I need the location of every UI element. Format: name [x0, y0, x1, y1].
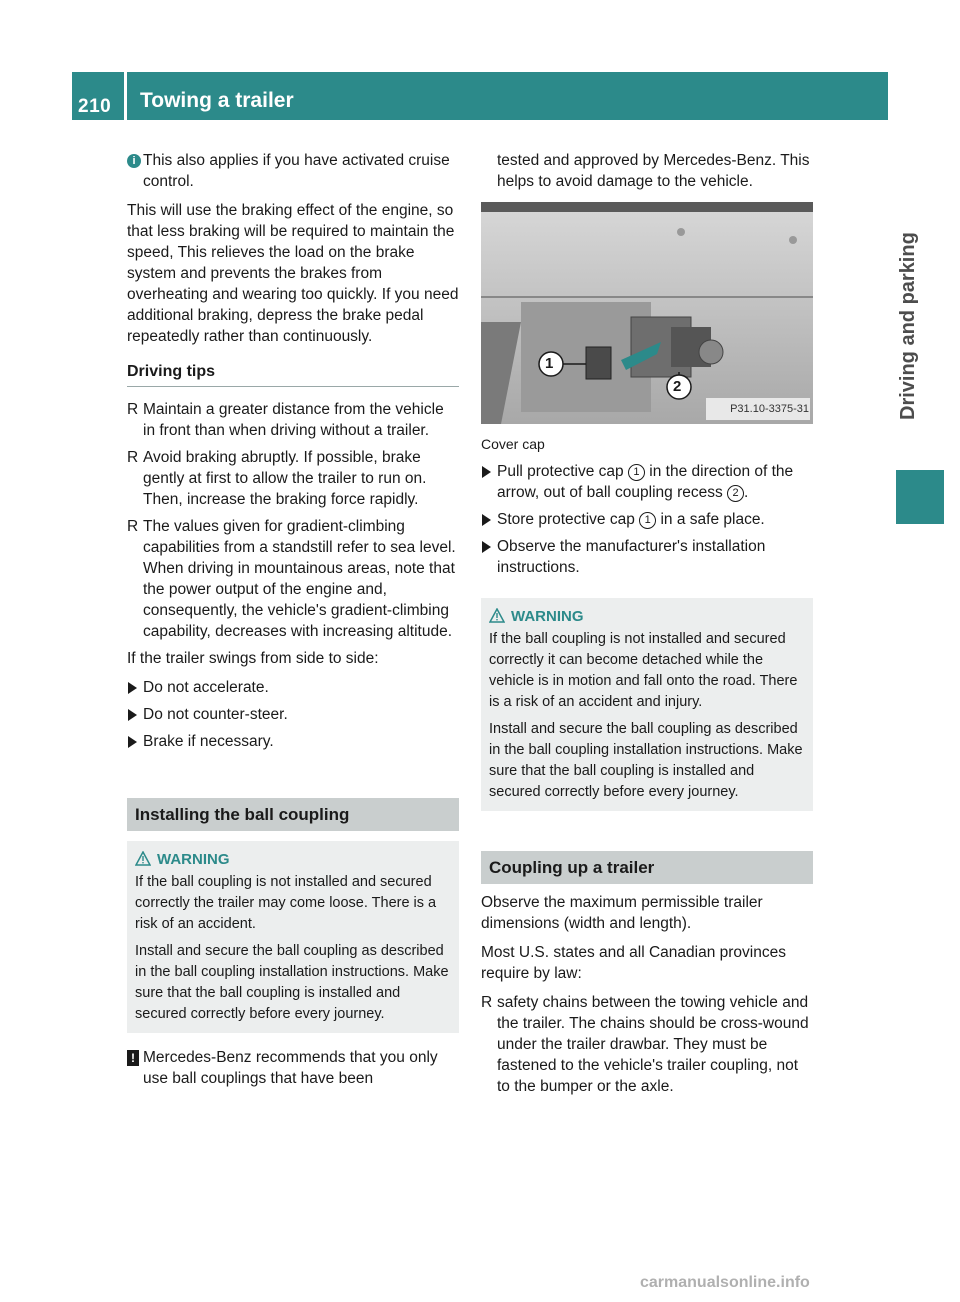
bullet-icon: R — [481, 994, 493, 1011]
warning-box — [481, 598, 813, 811]
callout-number: 2 — [727, 485, 744, 502]
step-text: in a safe place. — [656, 511, 765, 528]
step-text: Brake if necessary. — [143, 733, 274, 750]
step-arrow-icon — [482, 541, 491, 553]
step-text: Do not counter-steer. — [143, 706, 288, 723]
notice-note — [127, 1047, 459, 1089]
callout-number: 1 — [639, 512, 656, 529]
callout-1: 1 — [545, 355, 554, 372]
list-item — [127, 399, 459, 441]
info-icon: i — [127, 154, 141, 168]
step-arrow-icon — [482, 466, 491, 478]
exclamation-icon: ! — [127, 1050, 139, 1066]
warning-text-1: If the ball coupling is not installed and secured correctly it can become detached while the vehicle is in motion and fall onto the road. There is a risk of an accident and injury. — [489, 631, 798, 710]
requirement-text: safety chains between the towing vehicle and the trailer. The chains should be cross-wound under the trailer drawbar. They must be fastened to the vehicle's trailer coupling, not to the bumper or the axle. — [497, 994, 809, 1095]
step-text: . — [744, 484, 749, 501]
callout-number: 1 — [628, 464, 645, 481]
info-note-text: This also applies if you have activated cruise control. — [143, 152, 450, 190]
bullet-icon: R — [127, 449, 139, 466]
dimensions-paragraph: Observe the maximum permissible trailer dimensions (width and length). — [481, 894, 763, 932]
cover-cap-steps — [481, 461, 813, 578]
info-note — [127, 150, 459, 192]
engine-braking-paragraph: This will use the braking effect of the engine, so that less braking will be required to maintain the speed, This relieves the load on the brake system and prevents the brakes from overheating and wearing too quickly. If you need additional braking, depress the brake pedal repeatedly rather than continuously. — [127, 202, 459, 345]
list-item — [127, 516, 459, 642]
step-arrow-icon — [482, 514, 491, 526]
driving-tips-heading: Driving tips — [127, 361, 459, 387]
page-number: 210 — [78, 96, 112, 117]
step-item — [127, 731, 459, 752]
warning-triangle-icon — [135, 851, 151, 866]
side-tab-marker — [896, 470, 944, 524]
warning-title-text: WARNING — [511, 608, 584, 625]
tip-text: Maintain a greater distance from the vehicle in front than when driving without a trailer. — [143, 401, 444, 439]
left-column — [127, 150, 459, 1097]
step-arrow-icon — [128, 736, 137, 748]
page-title: Towing a trailer — [140, 89, 294, 112]
tip-text: The values given for gradient-climbing capabilities from a standstill refer to sea level. When driving in mountainous areas, note that the power output of the engine and, consequently, the vehicle's gradient-climbing capability, decreases with increasing altitude. — [143, 518, 456, 640]
watermark: carmanualsonline.info — [640, 1274, 810, 1291]
right-column — [481, 150, 813, 1103]
step-item — [481, 509, 813, 530]
step-text: Observe the manufacturer's installation instructions. — [497, 538, 766, 576]
step-item — [481, 536, 813, 578]
step-text: Pull protective cap — [497, 463, 628, 480]
warning-triangle-icon — [489, 608, 505, 623]
coupling-section-heading: Coupling up a trailer — [481, 851, 813, 884]
notice-text: Mercedes-Benz recommends that you only use ball couplings that have been — [143, 1049, 438, 1087]
warning-text-1: If the ball coupling is not installed and secured correctly the trailer may come loose. There is a risk of an accident. — [135, 874, 437, 932]
figure-caption: Cover cap — [481, 436, 545, 452]
step-arrow-icon — [128, 709, 137, 721]
step-item — [481, 461, 813, 503]
step-item — [127, 677, 459, 698]
warning-title — [135, 849, 451, 870]
step-text: Store protective cap — [497, 511, 640, 528]
step-arrow-icon — [128, 682, 137, 694]
law-paragraph: Most U.S. states and all Canadian provinces require by law: — [481, 944, 786, 982]
driving-tips-list — [127, 399, 459, 642]
warning-title-text: WARNING — [157, 851, 230, 868]
warning-text-2: Install and secure the ball coupling as described in the ball coupling installation instructions. Make sure that the ball coupling is installed and secured correctly before every journey. — [489, 721, 803, 800]
step-text: in the direction of the arrow, out of ball coupling recess — [497, 463, 794, 501]
installing-section-heading: Installing the ball coupling — [127, 798, 459, 831]
warning-box — [127, 841, 459, 1033]
continued-text: tested and approved by Mercedes-Benz. This helps to avoid damage to the vehicle. — [497, 152, 810, 190]
list-item — [127, 447, 459, 510]
warning-title — [489, 606, 805, 627]
swing-intro: If the trailer swings from side to side: — [127, 650, 379, 667]
header-separator — [124, 72, 127, 120]
swing-steps — [127, 677, 459, 752]
list-item — [481, 992, 813, 1097]
bullet-icon: R — [127, 518, 139, 535]
figure-code: P31.10-3375-31 — [730, 403, 809, 415]
side-section-label-text: Driving and parking — [897, 232, 919, 420]
cover-cap-illustration — [481, 202, 813, 424]
cover-cap-figure — [481, 202, 813, 424]
tip-text: Avoid braking abruptly. If possible, brake gently at first to allow the trailer to run on. Then, increase the braking force rapidly. — [143, 449, 427, 508]
callout-2: 2 — [673, 378, 682, 395]
warning-text-2: Install and secure the ball coupling as described in the ball coupling installation instructions. Make sure that the ball coupling is installed and secured correctly before every journey. — [135, 943, 449, 1022]
bullet-icon: R — [127, 401, 139, 418]
law-requirements-list — [481, 992, 813, 1097]
step-text: Do not accelerate. — [143, 679, 269, 696]
step-item — [127, 704, 459, 725]
